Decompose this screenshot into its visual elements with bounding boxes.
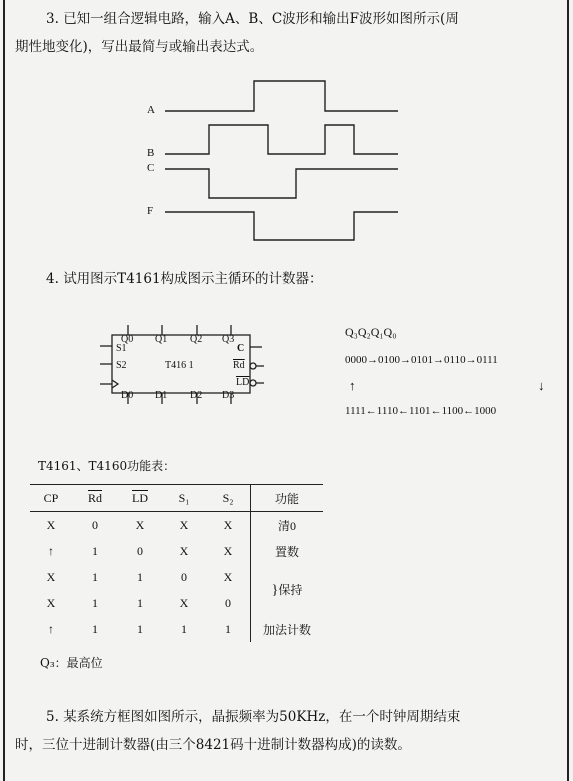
table-cell: X (223, 517, 233, 532)
q5-text-line1: 某系统方框图如图所示，晶振频率为50KHz，在一个时钟周期结束 (63, 709, 461, 725)
func-count: 加法计数 (251, 616, 324, 642)
seq-arrow: ← (365, 405, 377, 417)
table-cell: X (179, 595, 189, 610)
pin-d3: D3 (222, 390, 235, 401)
pin-q3: Q3 (222, 334, 235, 345)
chip-name: T416 1 (165, 360, 194, 371)
q5-line1 (46, 706, 460, 728)
table-cell: 0 (92, 517, 98, 532)
table-cell: ↑ (48, 621, 54, 636)
table-cell: 1 (137, 621, 143, 636)
pin-d1: D1 (155, 390, 168, 401)
seq-state: 0111 (476, 354, 498, 366)
table-cell: 1 (92, 543, 98, 558)
th-s2: S₂ (206, 485, 251, 512)
table-cell: X (179, 517, 189, 532)
table-cell: X (179, 543, 189, 558)
pin-q0: Q0 (121, 334, 134, 345)
table-cell: 1 (137, 569, 143, 584)
table-cell: X (46, 569, 56, 584)
th-rd: $\overline{Rd}$ (72, 485, 118, 512)
q4-note: Q₃：最高位 (40, 656, 103, 670)
func-hold (251, 564, 324, 616)
seq-state: 1100 (441, 405, 464, 417)
pin-s2: S2 (116, 360, 127, 371)
seq-state: 0101 (411, 354, 433, 366)
q5-number: 5. (46, 709, 59, 725)
seq-arrow: ← (397, 405, 409, 417)
pin-ld: $\overline{LD}$ (236, 377, 250, 388)
q5-text-line2: 时，三位十进制计数器(由三个8421码十进制计数器构成)的读数。 (15, 737, 411, 753)
th-s1: S₁ (162, 485, 206, 512)
th-func: 功能 (251, 485, 324, 512)
hold-brace: } (271, 583, 279, 598)
wave-label-b: B (147, 147, 155, 159)
th-ld: $\overline{LD}$ (118, 485, 162, 512)
table-row (30, 564, 323, 590)
pin-rd: $\overline{Rd}$ (233, 360, 245, 371)
wave-label-f: F (147, 205, 154, 217)
function-table (30, 484, 323, 642)
th-cp: CP (30, 485, 72, 512)
func-hold-label: 保持 (278, 583, 303, 597)
state-label: Q₃Q₂Q₁Q₀ (345, 325, 397, 339)
table-cell: 1 (181, 621, 187, 636)
table-row (30, 616, 323, 642)
table-cell: 0 (225, 595, 231, 610)
table-cell: X (135, 517, 145, 532)
seq-state: 1101 (408, 405, 431, 417)
seq-arrow: ← (430, 405, 442, 417)
table-cell: X (46, 517, 56, 532)
table-cell: ↑ (48, 543, 54, 558)
seq-row2 (345, 405, 496, 417)
q4-number: 4. (46, 271, 59, 287)
pin-s1: S1 (116, 343, 127, 354)
q3-text-line2: 期性地变化)，写出最简与或输出表达式。 (15, 39, 264, 55)
seq-arrow: ← (463, 405, 475, 417)
wave-label-a: A (147, 104, 155, 116)
seq-state: 1111 (345, 405, 366, 417)
table-row (30, 512, 323, 539)
seq-arrow: → (465, 354, 477, 366)
seq-state: 0000 (345, 354, 367, 366)
seq-arrow: → (367, 354, 378, 366)
q3-text-line1: 已知一组合逻辑电路，输入A、B、C波形和输出F波形如图所示(周 (63, 11, 459, 27)
seq-arrow-up: ↑ (349, 378, 356, 393)
pin-d2: D2 (190, 390, 203, 401)
pin-q2: Q2 (190, 334, 203, 345)
seq-state: 1000 (474, 405, 497, 417)
table-cell: X (223, 569, 233, 584)
table-cell: 1 (137, 595, 143, 610)
table-cell: X (223, 543, 233, 558)
table-cell: 1 (92, 595, 98, 610)
seq-state: 0100 (378, 354, 400, 366)
pin-q1: Q1 (155, 334, 168, 345)
seq-arrow: → (400, 354, 411, 366)
seq-arrow-down: ↓ (538, 378, 545, 393)
seq-state: 1110 (376, 405, 398, 417)
table-cell: 1 (225, 621, 231, 636)
func-table-title: T4161、T4160功能表： (38, 459, 176, 473)
pin-c: C (237, 343, 245, 354)
seq-state: 0110 (444, 354, 466, 366)
table-cell: 0 (137, 543, 143, 558)
wave-label-c: C (147, 162, 155, 174)
table-cell: X (46, 595, 56, 610)
table-cell: 1 (92, 569, 98, 584)
table-cell: 1 (92, 621, 98, 636)
seq-row1 (345, 354, 498, 366)
seq-arrow: → (433, 354, 444, 366)
q3-number: 3. (46, 11, 59, 27)
pin-d0: D0 (121, 390, 134, 401)
func-clear: 清0 (251, 512, 324, 539)
table-cell: 0 (181, 569, 187, 584)
table-row (30, 538, 323, 564)
func-load: 置数 (251, 538, 324, 564)
q4-text: 试用图示T4161构成图示主循环的计数器： (63, 271, 323, 287)
